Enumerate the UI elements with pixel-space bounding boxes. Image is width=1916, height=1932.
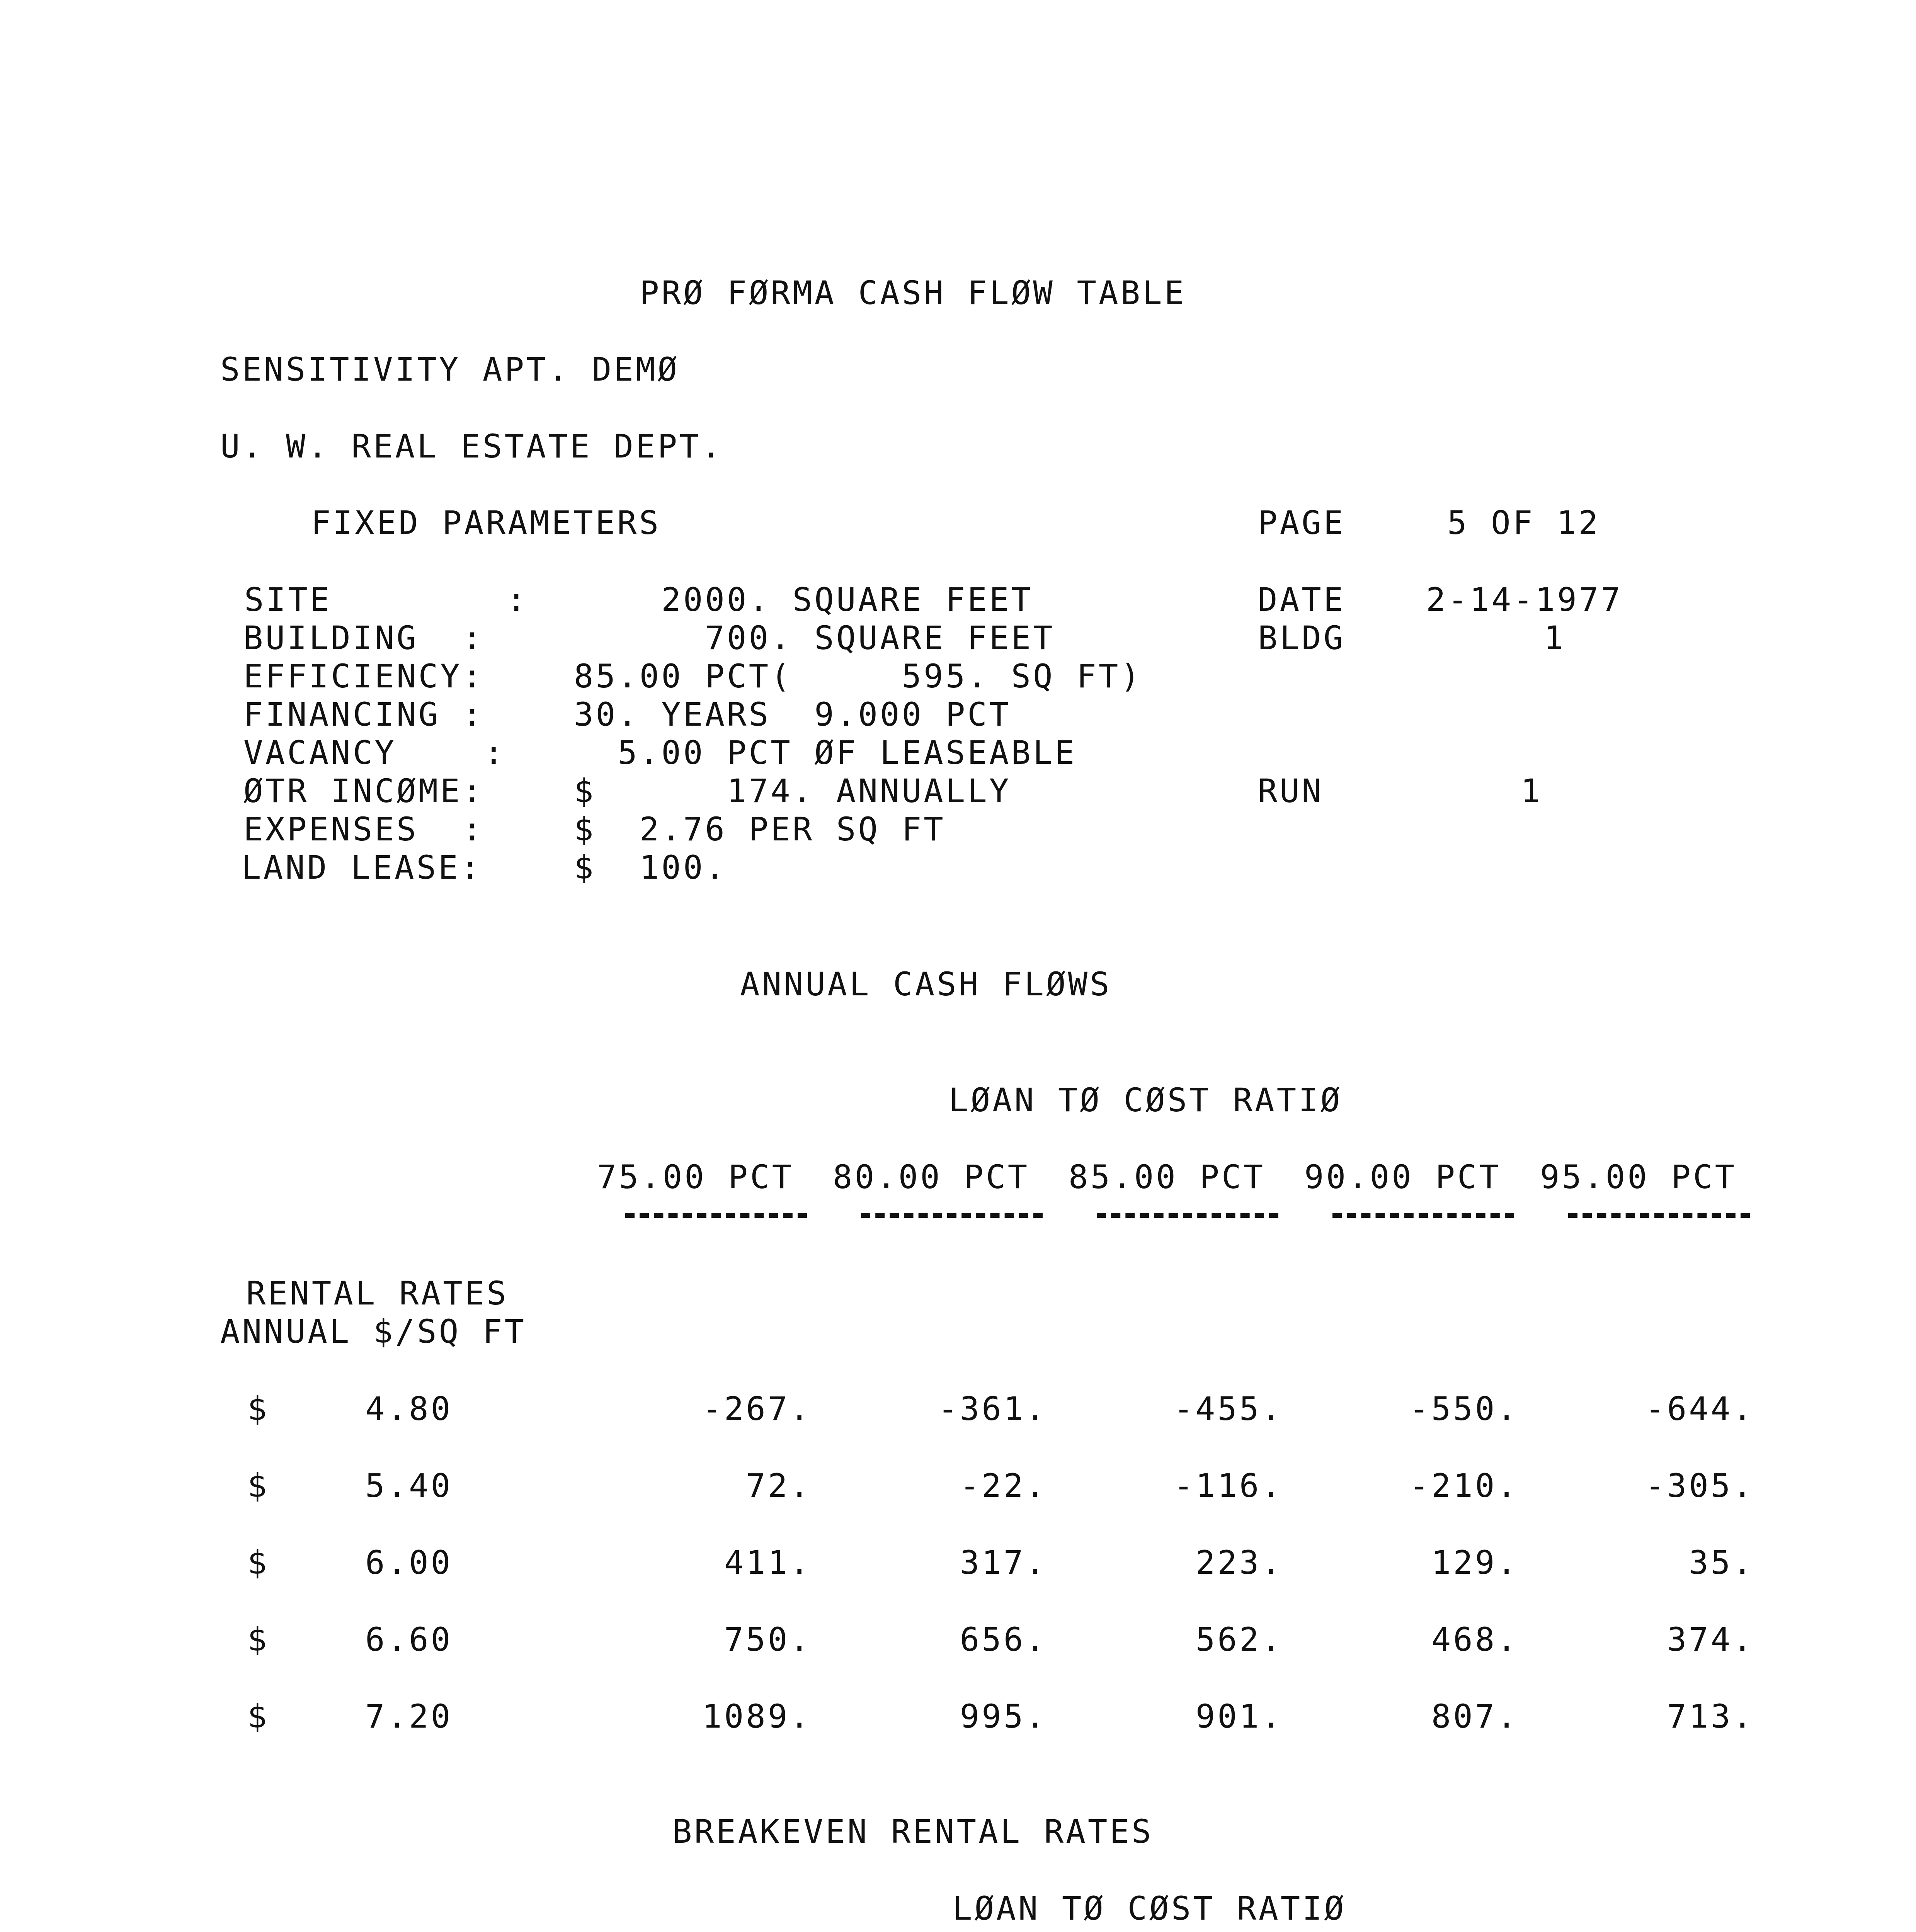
- cash-flow-cell: -116.: [1174, 1467, 1283, 1505]
- cash-flow-cell: -22.: [960, 1467, 1047, 1505]
- row-rate: 6.60: [365, 1621, 453, 1658]
- date-value: 2-14-1977: [1426, 581, 1623, 619]
- param-value-land-lease: $ 100.: [574, 849, 727, 886]
- annual-col-underline: [1097, 1213, 1278, 1218]
- cash-flow-cell: -267.: [702, 1390, 812, 1428]
- row-rate: 4.80: [365, 1390, 453, 1428]
- param-value-vacancy: 5.00 PCT ØF LEASEABLE: [574, 734, 1077, 772]
- cash-flow-cell: 750.: [724, 1621, 812, 1658]
- annual-col-underline: [625, 1213, 807, 1218]
- cash-flow-cell: 807.: [1431, 1697, 1519, 1735]
- breakeven-ratio-heading: LØAN TØ CØST RATIØ: [953, 1889, 1346, 1927]
- param-label-site: SITE :: [244, 581, 529, 619]
- project-name: SENSITIVITY APT. DEMØ: [220, 350, 680, 388]
- param-label-vacancy: VACANCY :: [243, 734, 506, 772]
- cash-flow-cell: 35.: [1689, 1544, 1754, 1582]
- cash-flow-cell: 317.: [960, 1544, 1047, 1582]
- annual-col-underline: [861, 1213, 1043, 1218]
- annual-col-header: 75.00 PCT: [597, 1158, 794, 1196]
- param-label-land-lease: LAND LEASE:: [242, 849, 482, 886]
- fixed-parameters-heading: FIXED PARAMETERS: [311, 504, 661, 542]
- row-rate: 6.00: [365, 1544, 453, 1582]
- annual-col-header: 85.00 PCT: [1069, 1158, 1266, 1196]
- cash-flow-cell: 713.: [1667, 1697, 1754, 1735]
- annual-row-header: RENTAL RATES: [246, 1274, 509, 1312]
- page-title: PRØ FØRMA CASH FLØW TABLE: [640, 274, 1186, 312]
- run-value: 1: [1521, 772, 1543, 810]
- annual-ratio-heading: LØAN TØ CØST RATIØ: [949, 1081, 1343, 1119]
- param-value-site: 2000. SQUARE FEET: [574, 581, 1033, 619]
- row-currency: $: [247, 1390, 269, 1428]
- cash-flow-cell: -361.: [938, 1390, 1047, 1428]
- cash-flow-cell: 1089.: [702, 1697, 812, 1735]
- param-label-expenses: EXPENSES :: [243, 810, 484, 848]
- annual-col-header: 90.00 PCT: [1304, 1158, 1501, 1196]
- param-value-expenses: $ 2.76 PER SQ FT: [574, 810, 946, 848]
- breakeven-heading: BREAKEVEN RENTAL RATES: [672, 1813, 1154, 1850]
- row-rate: 5.40: [365, 1467, 453, 1505]
- cash-flow-cell: 468.: [1431, 1621, 1519, 1658]
- cash-flow-cell: 562.: [1195, 1621, 1283, 1658]
- param-label-building: BUILDING :: [243, 619, 484, 657]
- cash-flow-cell: -550.: [1409, 1390, 1519, 1428]
- cash-flow-cell: 72.: [746, 1467, 812, 1505]
- annual-col-header: 95.00 PCT: [1540, 1158, 1737, 1196]
- param-value-financing: 30. YEARS 9.000 PCT: [574, 696, 1011, 733]
- cash-flow-cell: 901.: [1195, 1697, 1283, 1735]
- organization: U. W. REAL ESTATE DEPT.: [220, 427, 723, 465]
- row-currency: $: [247, 1697, 269, 1735]
- cash-flow-cell: -644.: [1645, 1390, 1754, 1428]
- annual-col-header: 80.00 PCT: [833, 1158, 1030, 1196]
- annual-row-header: ANNUAL $/SQ FT: [220, 1313, 527, 1350]
- annual-col-underline: [1568, 1213, 1750, 1218]
- cash-flow-cell: -210.: [1409, 1467, 1519, 1505]
- row-currency: $: [247, 1467, 269, 1505]
- cash-flow-cell: 411.: [724, 1544, 812, 1582]
- page-label: PAGE: [1258, 504, 1346, 542]
- cash-flow-cell: 656.: [960, 1621, 1047, 1658]
- cash-flow-cell: 374.: [1667, 1621, 1754, 1658]
- param-value-other-income: $ 174. ANNUALLY: [574, 772, 1011, 810]
- param-value-building: 700. SQUARE FEET: [574, 619, 1055, 657]
- row-currency: $: [247, 1544, 269, 1582]
- bldg-value: 1: [1544, 619, 1566, 657]
- annual-col-underline: [1332, 1213, 1514, 1218]
- date-label: DATE: [1258, 581, 1346, 619]
- run-label: RUN: [1258, 772, 1324, 810]
- cash-flow-cell: -305.: [1645, 1467, 1754, 1505]
- cash-flow-cell: 129.: [1431, 1544, 1519, 1582]
- row-rate: 7.20: [365, 1697, 453, 1735]
- param-label-financing: FINANCING :: [243, 696, 484, 733]
- param-label-efficiency: EFFICIENCY:: [243, 657, 484, 695]
- cash-flow-cell: 995.: [960, 1697, 1047, 1735]
- bldg-label: BLDG: [1258, 619, 1346, 657]
- cash-flow-cell: -455.: [1174, 1390, 1283, 1428]
- page-value: 5 OF 12: [1447, 504, 1601, 542]
- param-label-other-income: ØTR INCØME:: [243, 772, 484, 810]
- cash-flow-cell: 223.: [1195, 1544, 1283, 1582]
- param-value-efficiency: 85.00 PCT( 595. SQ FT): [574, 657, 1142, 695]
- annual-cash-flows-heading: ANNUAL CASH FLØWS: [740, 965, 1112, 1003]
- row-currency: $: [247, 1621, 269, 1658]
